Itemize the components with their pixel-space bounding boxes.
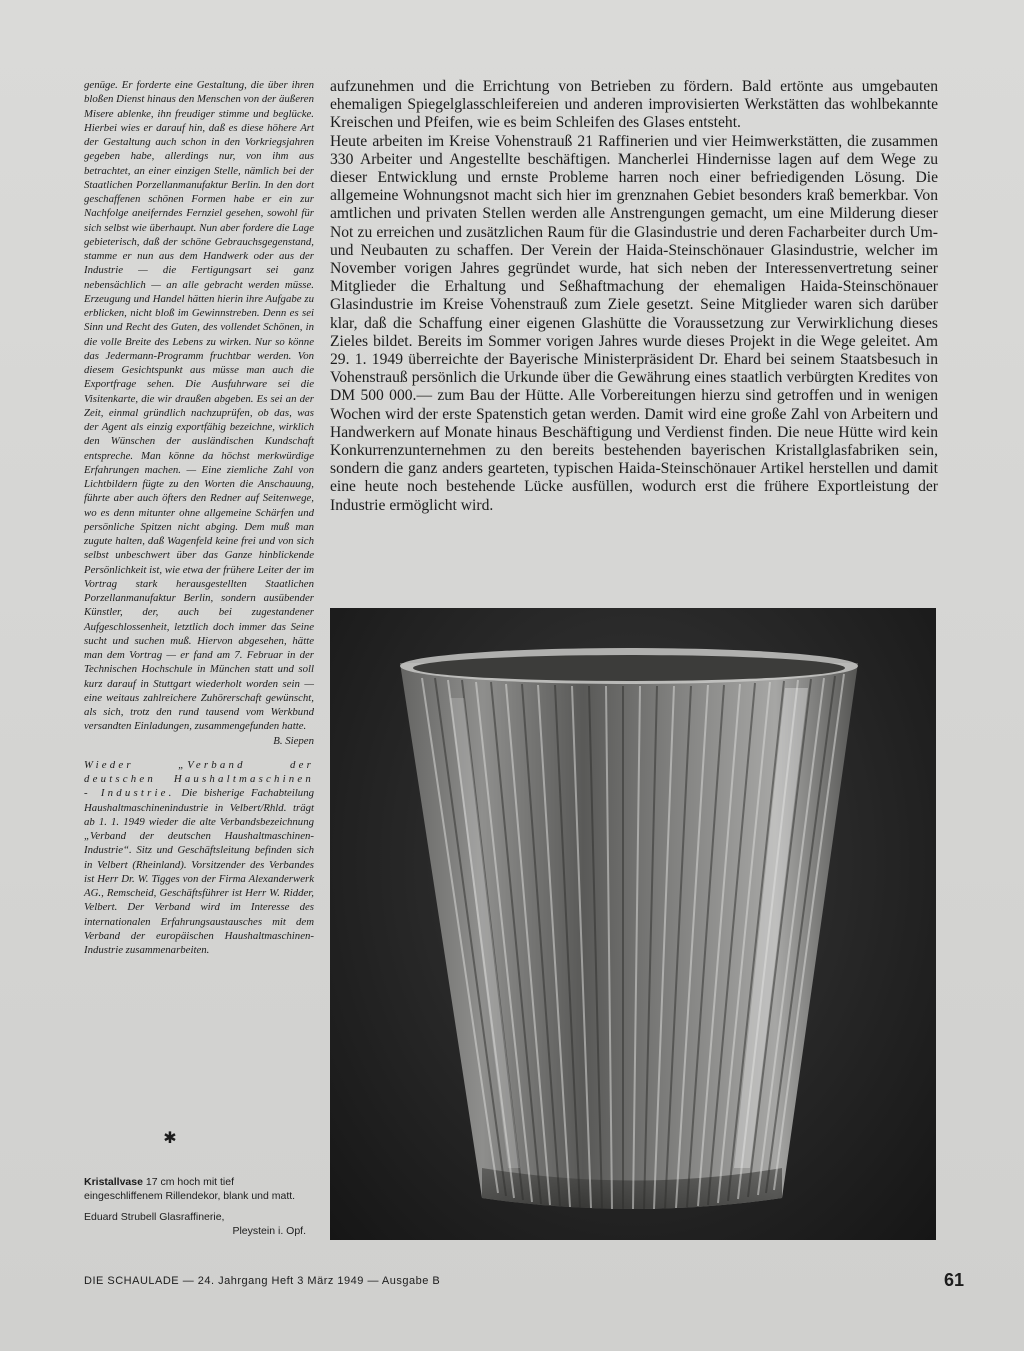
separator-star-icon: ✱: [163, 1130, 177, 1147]
caption-main: [84, 1176, 314, 1203]
page-footer: [84, 1272, 964, 1292]
photo-caption: [84, 1176, 314, 1238]
article-signature: B. Siepen: [273, 734, 314, 747]
caption-maker: Eduard Strubell Glasraffinerie,: [84, 1211, 225, 1223]
vase-opening: [413, 655, 845, 681]
caption-title: Kristallvase: [84, 1176, 143, 1188]
right-article-paragraph-1: aufzunehmen und die Errichtung von Betrieben zu fördern. Bald ertönte aus umgebauten ehemaligen Spiegelglasschleifereien und anderen improvisierten Werkstätten das wohlbekannte Kreischen und Pfeifen, wie es beim Schleifen des Glases entsteht.: [330, 78, 938, 132]
crystal-vase-photo: [330, 608, 936, 1240]
right-column: [330, 78, 938, 515]
caption-place: Pleystein i. Opf.: [232, 1224, 306, 1237]
notice-body: Die bisherige Fachabteilung Haushaltmaschinenindustrie in Velbert/Rhld. trägt ab 1. 1. 1949 wieder die alte Verbandsbezeichnung „Verband der deutschen Haushaltmaschinen-Industrie“. Sitz und Geschäftsleitung befinden sich in Velbert (Rheinland). Vorsitzender des Verbandes ist Herr Dr. W. Tigges von der Firma Alexanderwerk AG., Remscheid, Geschäftsführer ist Herr W. Ridder, Velbert. Der Verband wird im Interesse des internationalen Erfahrungsaustausches mit dem Verband der europäischen Haushaltmaschinen-Industrie zusammenarbeiten.: [84, 787, 314, 956]
right-article-paragraph-2: Heute arbeiten im Kreise Vohenstrauß 21 Raffinerien und vier Heimwerkstätten, die zusammen 330 Arbeiter und Angestellte beschäftigen. Mancherlei Hindernisse lagen auf dem Wege zu dieser Entwicklung und ernste Probleme harren noch einer befriedigenden Lösung. Die allgemeine Wohnungsnot macht sich hier im grenznahen Gebiet besonders kraß bemerkbar. Von amtlichen und privaten Stellen werden alle Anstrengungen gemacht, um eine Milderung dieser Not zu erreichen und zusätzlichen Raum für die Glasindustrie und deren Facharbeiter durch Um- und Neubauten zu schaffen. Der Verein der Haida-Steinschönauer Glasindustrie, welcher im November vorigen Jahres gegründet wurde, hat sich neben der Interessenvertretung seiner Mitglieder die Erhaltung und Seßhaftmachung der ehemaligen Haida-Steinschönauer Glasindustrie im Kreise Vohenstrauß zum Ziele gesetzt. Seine Mitglieder waren sich darüber klar, daß die Schaffung einer eigenen Glashütte die Voraussetzung zur Verwirklichung dieses Zieles bildet. Bereits im Sommer vorigen Jahres wurde dieses Projekt in die Wege geleitet. Am 29. 1. 1949 überreichte der Bayerische Ministerpräsident Dr. Ehard bei seinem Staatsbesuch in Vohenstrauß persönlich die Urkunde über die Gewährung eines staatlich verbürgten Kredites von DM 500 000.— zum Bau der Hütte. Alle Vorbereitungen hierzu sind getroffen und in wenigen Wochen wird der erste Spatenstich getan werden. Damit wird eine große Zahl von Arbeitern und Handwerkern auf Monate hinaus Beschäftigung und Verdienst finden. Die neue Hütte wird kein Konkurrenzunternehmen zu den bereits bestehenden bayerischen Kristallglasfabriken sein, sondern die ganz anders gearteten, typischen Haida-Steinschönauer Artikel herstellen und damit eine heute noch bestehende Lücke ausfüllen, wodurch erst die frühere Exportleistung der Industrie ermöglicht wird.: [330, 132, 938, 514]
left-article-paragraph: genüge. Er forderte eine Gestaltung, die über ihren bloßen Dienst hinaus den Menschen von der äußeren Misere ablenke, ihn freudiger stimme und beglücke. Hierbei wies er darauf hin, daß es diese höhere Art der Gestaltung auch schon in den Vorkriegsjahren gegeben habe, allerdings nur, von ihm aus betrachtet, an einer einzigen Stelle, nämlich bei der Staatlichen Porzellanmanufaktur Berlin. In den dort geschaffenen schönen Formen habe er ein zur Nachfolge aneiferndes Fernziel gesehen, sowohl für sich selbst wie überhaupt. Nun aber fordere die Lage gebieterisch, daß der schöne Gebrauchsgegenstand, stamme er nun aus dem Handwerk oder aus der Industrie — die Fertigungsart sei ganz nebensächlich — an alle gebracht werden müsse. Erzeugung und Handel hätten hierin ihre Aufgabe zu erblicken, nicht bloß im Gewinnstreben. Denn es sei Sinn und Recht des Guten, des vollendet Schönen, in die volle Breite des Lebens zu wirken. Nur so könne das Jedermann-Programm fruchtbar werden. Von diesem Gesichtspunkt aus müsse man auch die Exportfrage sehen. Die Ausfuhrware sei die Visitenkarte, die wir draußen abgeben. Es sei an der Zeit, einmal gründlich nachzuprüfen, ob das, was der Agent als einzig exportfähig bezeichne, wirklich den Wünschen der ausländischen Kundschaft entspreche. Man könne da höchst merkwürdige Erfahrungen machen. — Eine ziemliche Zahl von Lichtbildern fügte zu den Worten die Anschauung, führte aber auch öfters den Redner auf Seitenwege, wo es denn mitunter ohne allgemeine Schärfen und persönliche Spitzen nicht abging. Dem muß man zugute halten, daß Wagenfeld keine frei und von sich selbst unbeschwert über das Ganze hinblickende Persönlichkeit ist, wie etwa der frühere Leiter der im Vortrag stark herausgestellten Staatlichen Porzellanmanufaktur Berlin, sondern ausübender Künstler, der, auch bei zugestandener Aufgeschlossenheit, letztlich doch immer das Seine sucht und suchen muß. Hiervon abgesehen, hätte man dem Vortrag — er fand am 7. Februar in der Technischen Hochschule in München statt und soll kurz darauf in Stuttgart wiederholt worden sein — eine weitaus zahlreichere Zuhörerschaft gewünscht, als sich, trotz den rund tausend vom Werkbund versandten Einladungen, zusammengefunden hatte.: [84, 79, 314, 733]
notice-paragraph: [84, 758, 314, 958]
page-number: 61: [943, 1270, 964, 1290]
notice-heading: Wieder „Verband der deutschen Haushaltmaschinen - Industrie.: [84, 758, 314, 800]
left-column: [84, 78, 314, 957]
caption-text: 17 cm hoch mit tief eingeschliffenem Rillendekor, blank und matt.: [84, 1176, 296, 1202]
footer-masthead: DIE SCHAULADE — 24. Jahrgang Heft 3 März 1949 — Ausgabe B: [84, 1275, 441, 1287]
vase-illustration: [330, 608, 936, 1240]
